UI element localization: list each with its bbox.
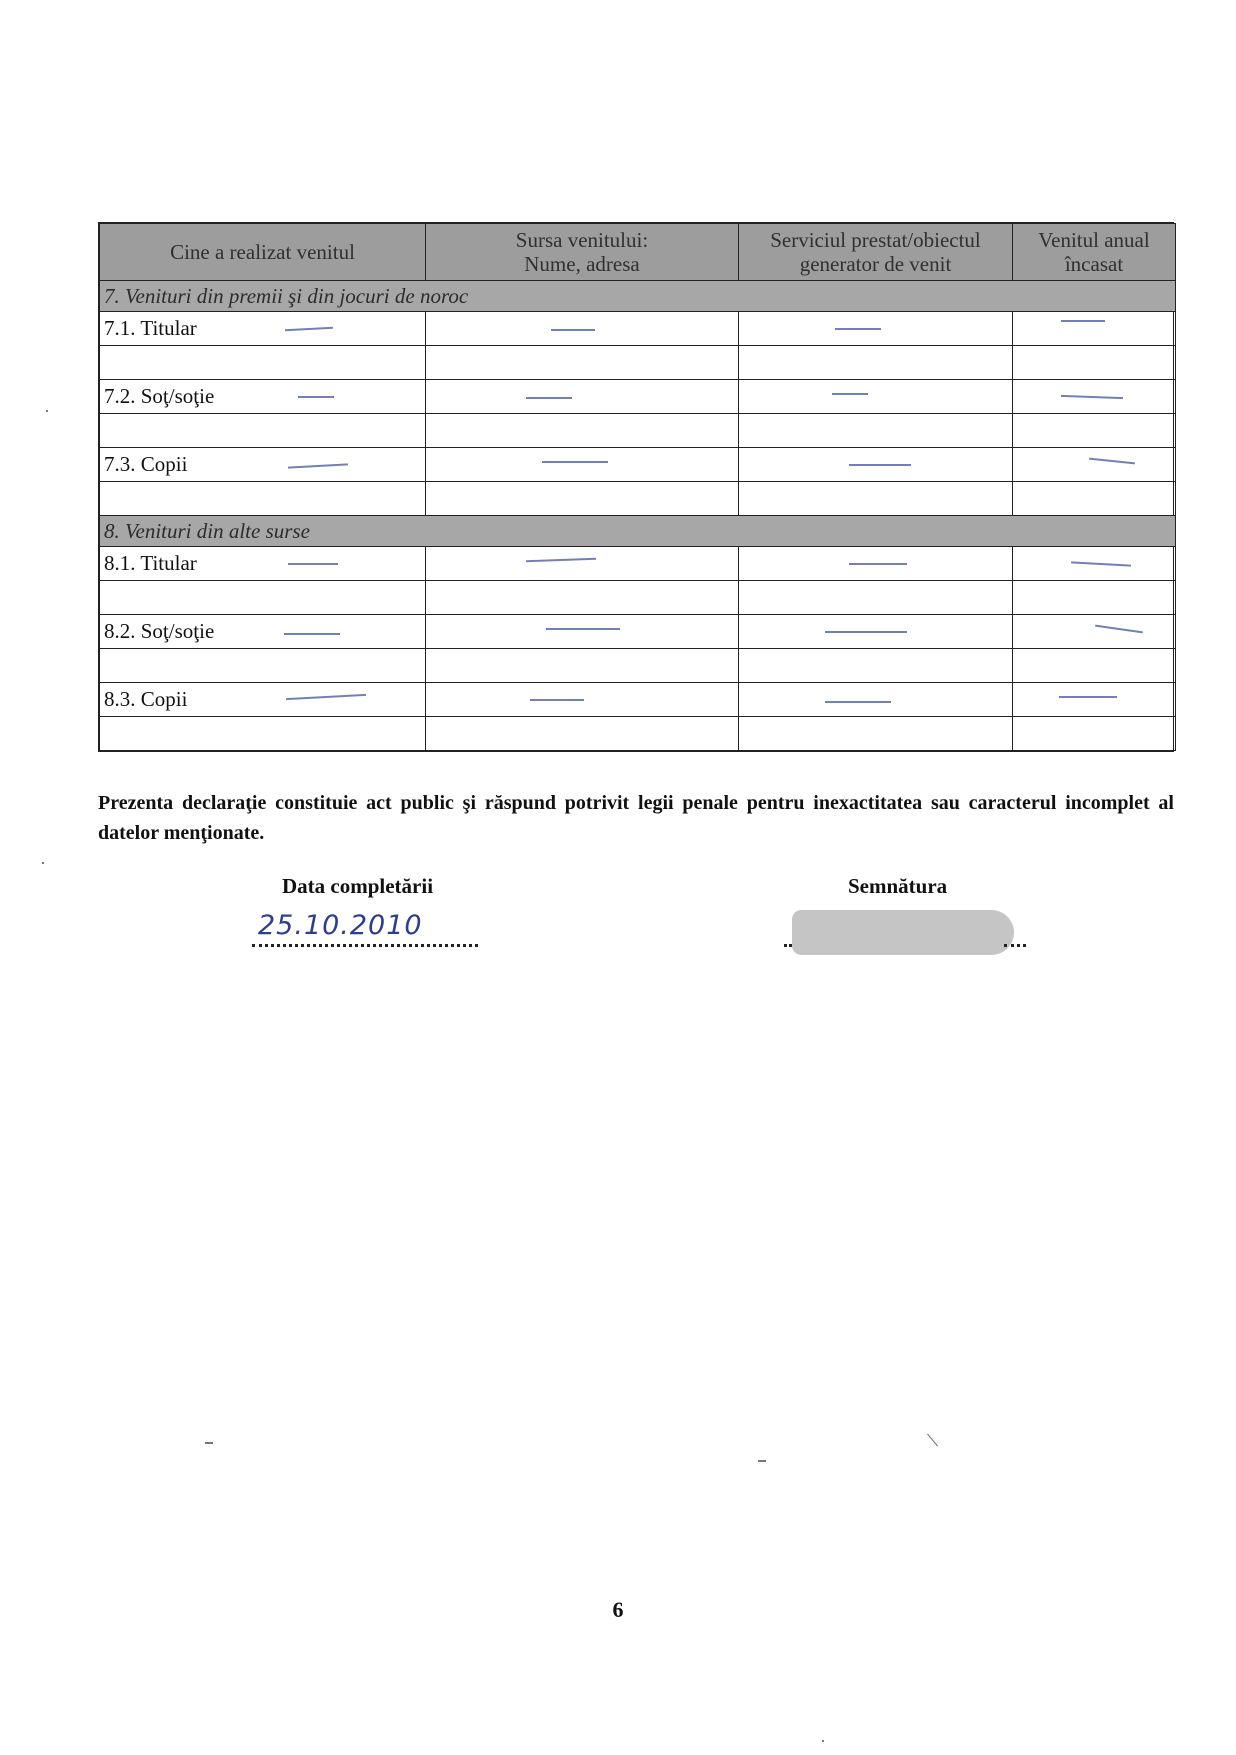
row-label: 8.2. Soţ/soţie — [104, 619, 215, 643]
dash-mark — [526, 558, 596, 562]
header-source: Sursa venitului: Nume, adresa — [426, 224, 739, 281]
dash-mark — [298, 396, 334, 398]
dash-mark — [835, 328, 881, 330]
signature-dotted-line-end — [1004, 944, 1026, 947]
table-row-blank — [100, 717, 1176, 751]
dash-mark — [530, 699, 584, 701]
date-dotted-line — [252, 944, 478, 947]
date-label: Data completării — [282, 874, 434, 898]
dash-mark — [1061, 320, 1105, 322]
table-row — [100, 683, 1176, 717]
header-annual-income: Venitul anual încasat — [1013, 224, 1176, 281]
dash-mark — [526, 397, 572, 399]
dash-mark — [825, 631, 907, 633]
table-row-blank — [100, 414, 1176, 448]
table-row-blank — [100, 346, 1176, 380]
page-number: 6 — [612, 1597, 624, 1622]
table-header-row — [100, 224, 1176, 281]
dash-mark — [825, 701, 891, 703]
dash-mark — [832, 393, 868, 395]
scan-speck — [205, 1442, 213, 1444]
signature-redaction — [792, 910, 1014, 955]
dash-mark — [288, 563, 338, 565]
dash-mark — [1095, 625, 1143, 634]
dash-mark — [1089, 458, 1135, 465]
dash-mark — [286, 694, 366, 700]
dash-mark — [1059, 696, 1117, 698]
section-row — [100, 281, 1176, 312]
row-label: 8.1. Titular — [104, 551, 197, 575]
dash-mark — [288, 463, 348, 468]
section-title-8: 8. Venituri din alte surse — [100, 516, 1176, 547]
scan-speck — [42, 862, 44, 864]
dash-mark — [1071, 561, 1131, 566]
income-table — [98, 222, 1174, 752]
dash-mark — [849, 563, 907, 565]
table-row — [100, 615, 1176, 649]
dash-mark — [546, 628, 620, 630]
row-label: 7.3. Copii — [104, 452, 188, 476]
row-label: 7.1. Titular — [104, 316, 197, 340]
dash-mark — [284, 633, 340, 635]
declaration-text: Prezenta declaraţie constituie act public şi răspund potrivit legii penale pentru inexactitatea sau caracterul incomplet al datelor menţionate. — [98, 792, 1174, 844]
dash-mark — [542, 461, 608, 463]
dash-mark — [1061, 395, 1123, 399]
table-row — [100, 312, 1176, 346]
table-row — [100, 547, 1176, 581]
row-label: 7.2. Soţ/soţie — [104, 384, 215, 408]
header-service: Serviciul prestat/obiectul generator de venit — [739, 224, 1013, 281]
scan-speck — [46, 410, 48, 412]
section-row — [100, 516, 1176, 547]
dash-mark — [285, 327, 333, 332]
scan-speck — [758, 1460, 766, 1462]
dash-mark — [551, 329, 595, 331]
row-label: 8.3. Copii — [104, 687, 188, 711]
scan-speck — [927, 1434, 938, 1447]
table-row — [100, 380, 1176, 414]
date-value: 25.10.2010 — [258, 910, 423, 941]
section-title-7: 7. Venituri din premii şi din jocuri de noroc — [100, 281, 1176, 312]
table-row-blank — [100, 581, 1176, 615]
table-row — [100, 448, 1176, 482]
table-row-blank — [100, 482, 1176, 516]
header-who: Cine a realizat venitul — [100, 224, 426, 281]
scan-speck — [822, 1740, 824, 1742]
dash-mark — [849, 464, 911, 466]
table-row-blank — [100, 649, 1176, 683]
signature-label: Semnătura — [848, 874, 948, 898]
